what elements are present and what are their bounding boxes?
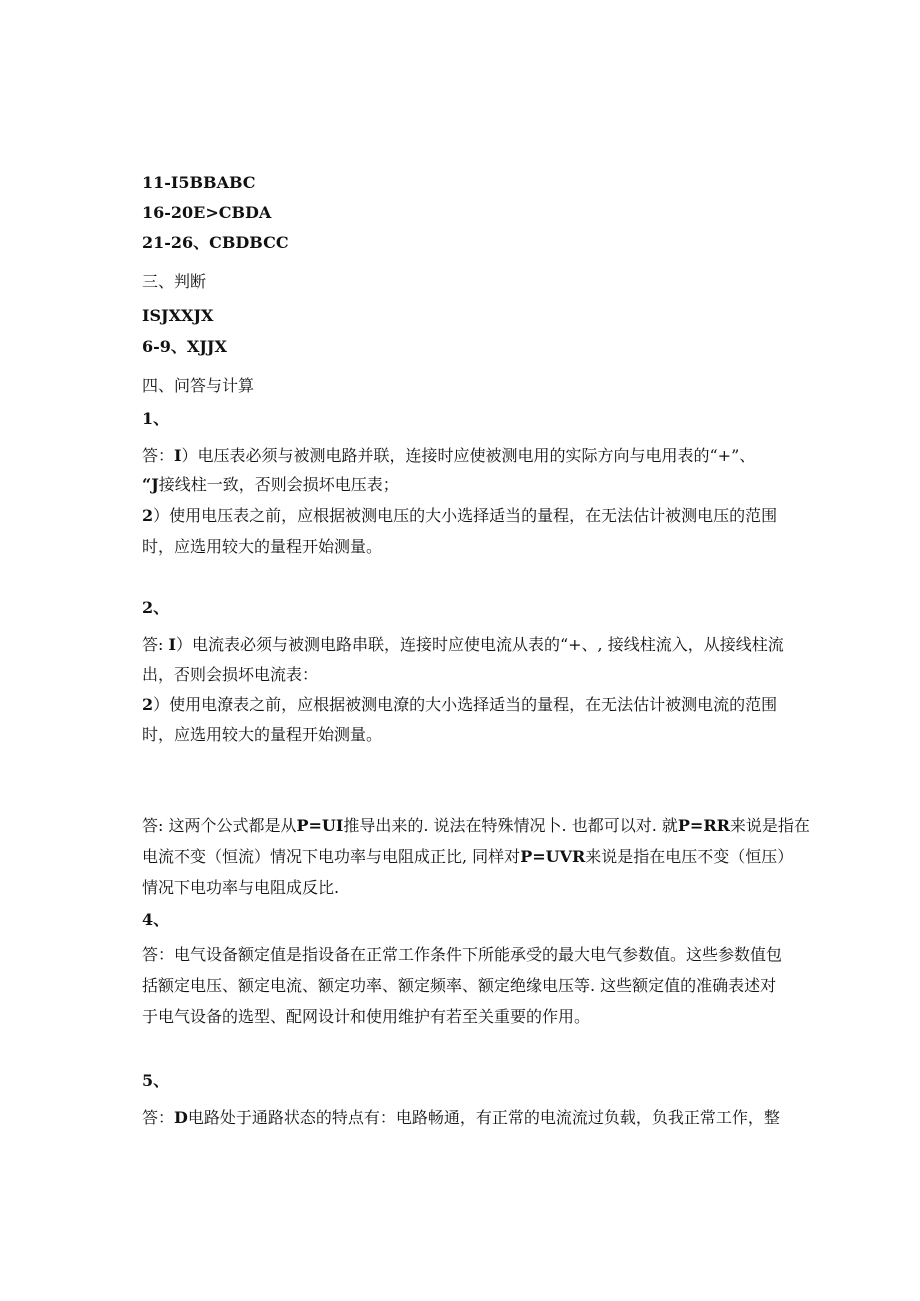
answer-text: 答: 这两个公式都是从 xyxy=(142,816,297,835)
section-judgment-heading: 三、判断 xyxy=(142,272,207,291)
question-3-answer-line-3: 情况下电功率与电阻成反比. xyxy=(142,878,340,897)
answer-text: 电路处于通路状态的特点有：电路畅通，有正常的电流流过负载，负我正常工作，整 xyxy=(187,1108,780,1127)
answer-text: ）电压表必须与被测电路并联，连接时应使被测电用的实际方向与电用表的“+”、 xyxy=(181,446,756,465)
question-4-number: 4、 xyxy=(142,910,170,929)
mc-answers-21-26: 21-26、CBDBCC xyxy=(142,233,289,252)
judgment-answers-1-5: ISJXXJX xyxy=(142,306,214,325)
answer-bold-mark: I xyxy=(174,446,182,465)
formula: P=RR xyxy=(677,816,730,835)
question-2-answer-line-4: 时，应选用较大的量程开始测量。 xyxy=(142,725,383,744)
question-4-answer-line-2: 括额定电压、额定电流、额定功率、额定频率、额定绝缘电压等. 这些额定值的准确表述对 xyxy=(142,976,777,995)
question-5-number: 5、 xyxy=(142,1071,170,1090)
section-qa-heading: 四、问答与计算 xyxy=(142,376,255,395)
answer-bold-mark: D xyxy=(174,1108,188,1127)
question-1-answer-line-2 xyxy=(142,474,399,496)
question-2-answer-line-2: 出，否则会损坏电流表： xyxy=(142,665,319,684)
mc-answers-16-20: 16-20E>CBDA xyxy=(142,203,272,222)
answer-text: ）使用电潦表之前，应根据被测电潦的大小选择适当的量程，在无法估计被测电流的范围 xyxy=(153,695,778,714)
question-5-answer-line-1 xyxy=(142,1107,780,1129)
question-4-answer-line-3: 于电气设备的选型、配网设计和使用维护有若至关重要的作用。 xyxy=(142,1007,591,1026)
answer-text: 来说是指在电压不变（恒压） xyxy=(585,847,794,866)
question-2-answer-line-1 xyxy=(142,634,784,656)
question-1-answer-line-4: 时，应选用较大的量程开始测量。 xyxy=(142,537,383,556)
judgment-answers-6-9: 6-9、XJJX xyxy=(142,337,227,356)
answer-bold-mark: I xyxy=(168,635,176,654)
answer-prefix: 答： xyxy=(142,1108,175,1127)
answer-text: 推导出来的. 说法在特殊情况卜. 也都可以对. 就 xyxy=(343,816,678,835)
answer-bold-mark: 2 xyxy=(142,695,154,714)
question-1-answer-line-1 xyxy=(142,445,755,467)
answer-bold-mark: “J xyxy=(142,475,159,494)
formula: P=UI xyxy=(296,816,344,835)
answer-prefix: 答： xyxy=(142,446,175,465)
question-2-answer-line-3 xyxy=(142,694,777,716)
question-3-answer-line-2 xyxy=(142,846,793,868)
mc-answers-11-15: 11-I5BBABC xyxy=(142,173,256,192)
formula: P=UVR xyxy=(520,847,586,866)
question-3-answer-line-1 xyxy=(142,815,810,837)
answer-bold-mark: 2 xyxy=(142,506,154,525)
question-2-number: 2、 xyxy=(142,598,170,617)
answer-text: 来说是指在 xyxy=(729,816,810,835)
question-4-answer-line-1: 答：电气设备额定值是指设备在正常工作条件下所能承受的最大电气参数值。这些参数值包 xyxy=(142,945,783,964)
question-1-answer-line-3 xyxy=(142,505,777,527)
answer-text: 电流不变（恒流）情况下电功率与电阻成正比, 同样对 xyxy=(142,847,521,866)
question-1-number: 1、 xyxy=(142,409,170,428)
answer-text: ）使用电压表之前，应根据被测电压的大小选择适当的量程，在无法估计被测电压的范围 xyxy=(153,506,778,525)
answer-text: ）电流表必须与被测电路串联，连接时应使电流从表的“+、, 接线柱流入，从接线柱流 xyxy=(175,635,784,654)
answer-text: 接线柱一致，否则会损坏电压表； xyxy=(158,475,399,494)
answer-prefix: 答: xyxy=(142,635,169,654)
